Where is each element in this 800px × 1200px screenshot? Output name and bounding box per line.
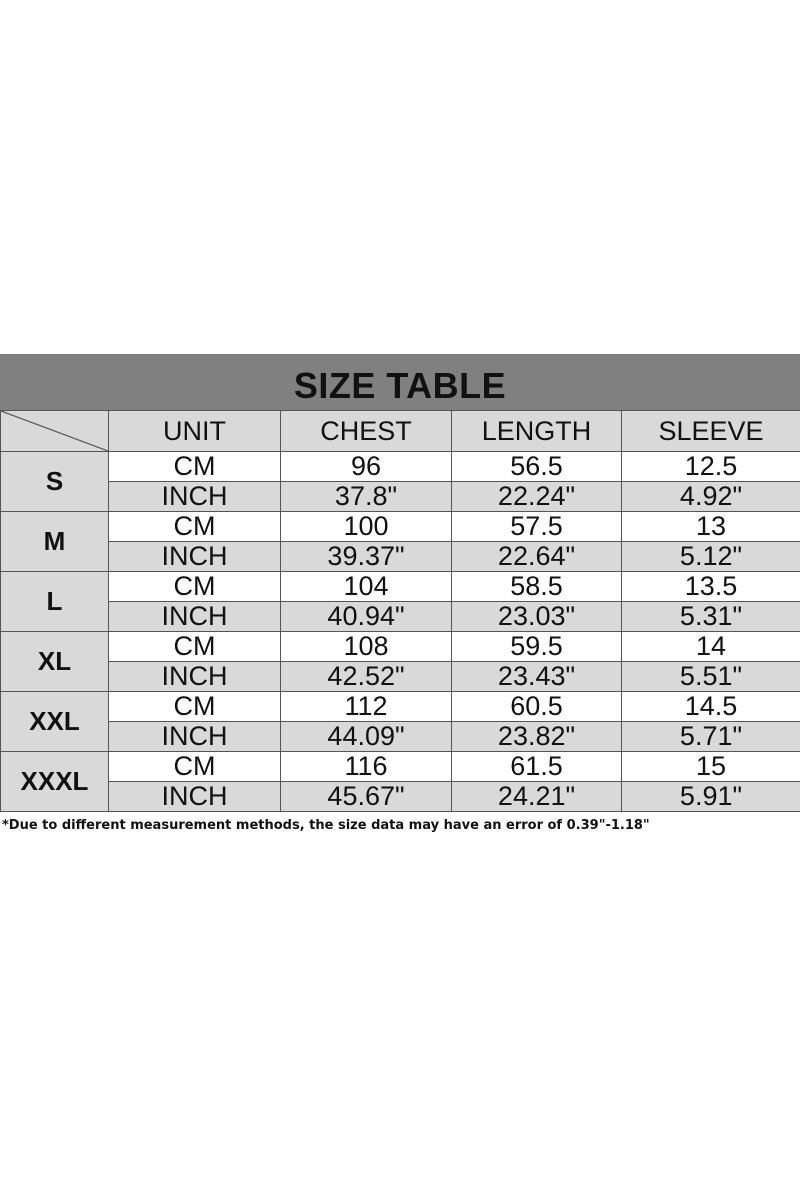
size-label: XXL	[1, 692, 109, 752]
size-label: XL	[1, 632, 109, 692]
table-row	[1, 512, 800, 542]
table-row	[1, 662, 800, 692]
chest-value: 44.09"	[281, 722, 452, 752]
table-row	[1, 482, 800, 512]
length-value: 24.21"	[452, 782, 622, 812]
size-label: L	[1, 572, 109, 632]
sleeve-value: 5.12"	[622, 542, 800, 572]
length-value: 57.5	[452, 512, 622, 542]
unit-cell: CM	[109, 692, 281, 722]
table-row	[1, 542, 800, 572]
unit-cell: CM	[109, 572, 281, 602]
size-table	[0, 410, 800, 812]
header-unit: UNIT	[109, 411, 281, 452]
chest-value: 108	[281, 632, 452, 662]
table-row	[1, 692, 800, 722]
sleeve-value: 14	[622, 632, 800, 662]
sleeve-value: 14.5	[622, 692, 800, 722]
unit-cell: CM	[109, 752, 281, 782]
sleeve-value: 5.31"	[622, 602, 800, 632]
corner-cell	[1, 411, 109, 452]
table-row	[1, 752, 800, 782]
chest-value: 100	[281, 512, 452, 542]
length-value: 23.82"	[452, 722, 622, 752]
table-row	[1, 632, 800, 662]
length-value: 22.24"	[452, 482, 622, 512]
unit-cell: CM	[109, 632, 281, 662]
length-value: 22.64"	[452, 542, 622, 572]
measurement-note: *Due to different measurement methods, the size data may have an error of 0.39"-1.18"	[2, 818, 650, 833]
header-length: LENGTH	[452, 411, 622, 452]
unit-cell: INCH	[109, 602, 281, 632]
chest-value: 42.52"	[281, 662, 452, 692]
header-chest: CHEST	[281, 411, 452, 452]
sleeve-value: 12.5	[622, 452, 800, 482]
unit-cell: INCH	[109, 542, 281, 572]
length-value: 23.43"	[452, 662, 622, 692]
table-title: SIZE TABLE	[0, 354, 800, 410]
chest-value: 112	[281, 692, 452, 722]
unit-cell: INCH	[109, 662, 281, 692]
header-row	[1, 411, 800, 452]
unit-cell: CM	[109, 512, 281, 542]
table-row	[1, 452, 800, 482]
chest-value: 116	[281, 752, 452, 782]
unit-cell: INCH	[109, 482, 281, 512]
table-row	[1, 572, 800, 602]
diagonal-divider	[1, 411, 108, 451]
table-row	[1, 782, 800, 812]
sleeve-value: 5.51"	[622, 662, 800, 692]
unit-cell: INCH	[109, 782, 281, 812]
chest-value: 104	[281, 572, 452, 602]
chest-value: 40.94"	[281, 602, 452, 632]
length-value: 61.5	[452, 752, 622, 782]
table-row	[1, 722, 800, 752]
unit-cell: INCH	[109, 722, 281, 752]
chest-value: 45.67"	[281, 782, 452, 812]
sleeve-value: 13.5	[622, 572, 800, 602]
length-value: 23.03"	[452, 602, 622, 632]
length-value: 56.5	[452, 452, 622, 482]
sleeve-value: 5.91"	[622, 782, 800, 812]
size-label: S	[1, 452, 109, 512]
size-chart	[0, 354, 800, 812]
chest-value: 96	[281, 452, 452, 482]
sleeve-value: 5.71"	[622, 722, 800, 752]
header-sleeve: SLEEVE	[622, 411, 800, 452]
size-label: XXXL	[1, 752, 109, 812]
length-value: 58.5	[452, 572, 622, 602]
sleeve-value: 15	[622, 752, 800, 782]
unit-cell: CM	[109, 452, 281, 482]
length-value: 60.5	[452, 692, 622, 722]
sleeve-value: 13	[622, 512, 800, 542]
table-row	[1, 602, 800, 632]
chest-value: 39.37"	[281, 542, 452, 572]
size-label: M	[1, 512, 109, 572]
length-value: 59.5	[452, 632, 622, 662]
chest-value: 37.8"	[281, 482, 452, 512]
sleeve-value: 4.92"	[622, 482, 800, 512]
